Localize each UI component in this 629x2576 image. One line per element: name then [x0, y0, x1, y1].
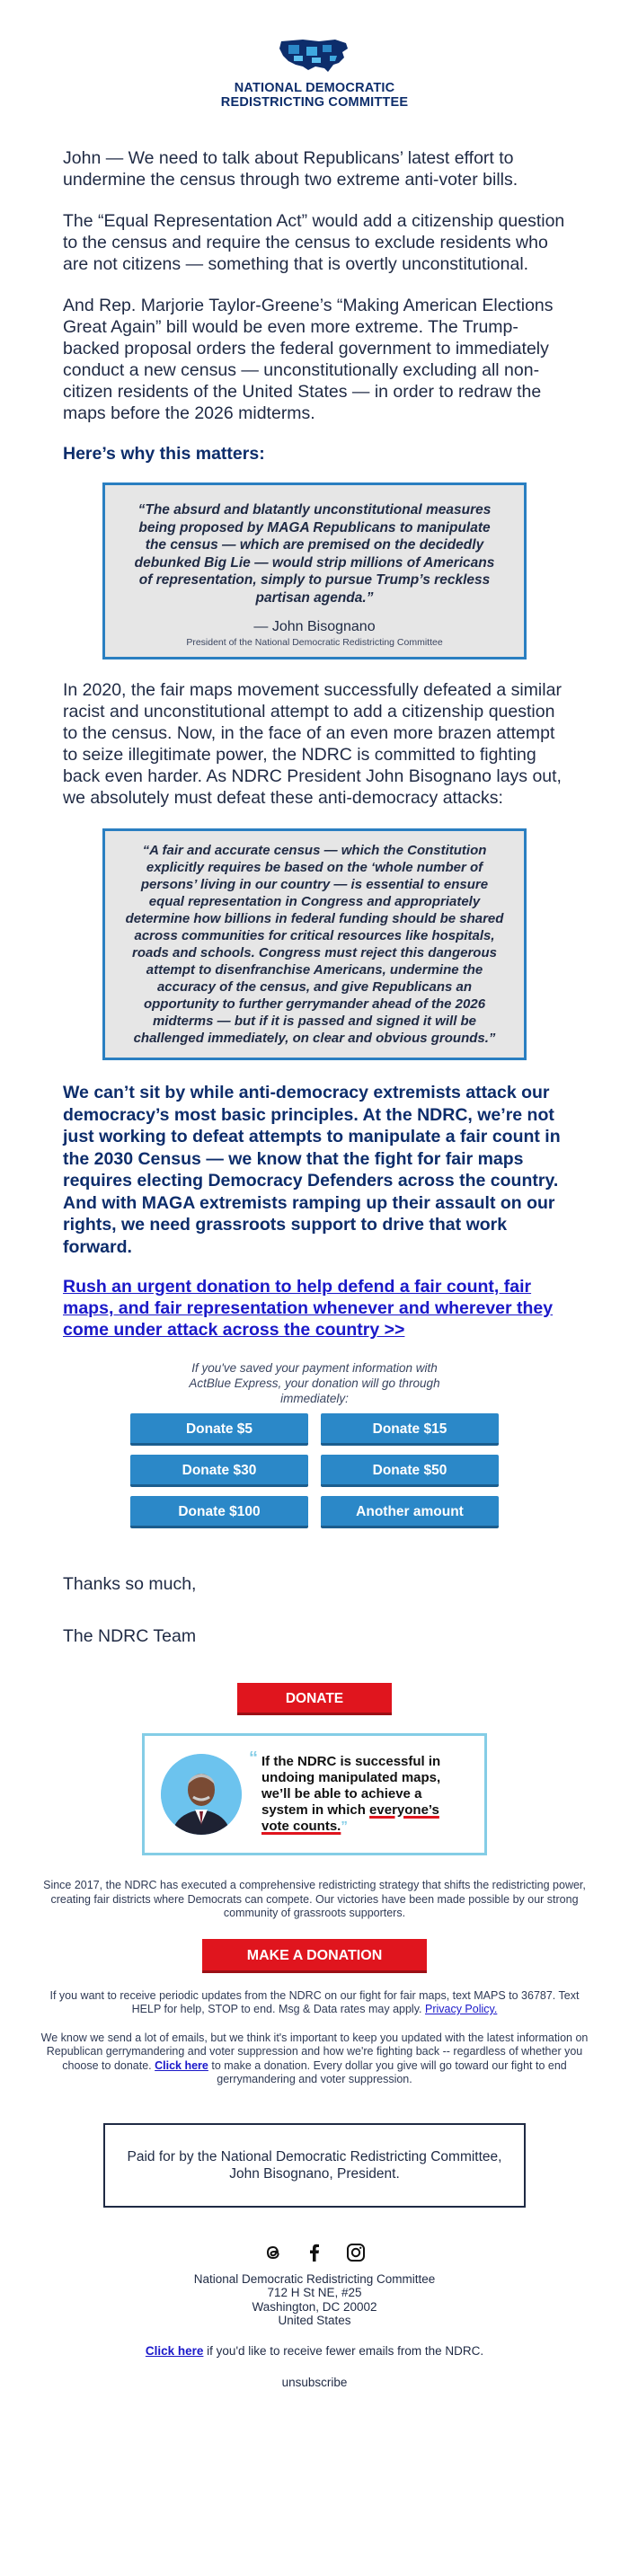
unsubscribe-link[interactable]: unsubscribe: [281, 2375, 348, 2389]
paragraph-mtg-bill: And Rep. Marjorie Taylor-Greene’s “Making American Elections Great Again” bill would be even more extreme. The Trump-backed proposal orders the federal government to immediately conduct a new census — unconstitutionally excluding all non-citizen residents of the United States — in order to redraw the maps before the 2026 midterms.: [63, 296, 554, 423]
paragraph-intro: John — We need to talk about Republicans’ latest effort to undermine the census through two extreme anti-voter bills.: [63, 148, 518, 190]
donate-30-button[interactable]: Donate $30: [130, 1455, 308, 1487]
pullquote-bisognano: [102, 482, 527, 659]
privacy-policy-link[interactable]: Privacy Policy.: [424, 2003, 498, 2015]
signoff-team: The NDRC Team: [63, 1626, 197, 1646]
us-map-logo-icon: [276, 36, 353, 75]
donate-other-button[interactable]: Another amount: [321, 1496, 499, 1528]
fewer-emails-link[interactable]: Click here: [145, 2343, 204, 2358]
address-org: National Democratic Redistricting Committee: [193, 2271, 436, 2286]
pullquote-title: President of the National Democratic Redistricting Committee: [186, 637, 443, 648]
sms-text: If you want to receive periodic updates from the NDRC on our fight for fair maps, text MAPS to 36787. Text HELP for help, STOP to end. Msg & Data rates may apply.: [49, 1988, 580, 2015]
make-donation-button[interactable]: MAKE A DONATION: [202, 1939, 427, 1973]
paragraph-2020: In 2020, the fair maps movement successfully defeated a similar racist and unconstitutional attempt to add a citizenship question to the census. Now, in the face of an even more brazen attempt to seize illegitimate power, the NDRC is committed to fighting back even harder. As NDRC President John Bisognano lays out, we absolutely must defeat these anti-democracy attacks:: [63, 680, 562, 808]
address-city: Washington, DC 20002: [252, 2299, 377, 2314]
facebook-icon[interactable]: [304, 2242, 325, 2263]
since-2017-text: Since 2017, the NDRC has executed a comprehensive redistricting strategy that shifts the redistricting power, creating fair districts where Democrats can compete. Our victories have been made possible by our strong community of grassroots supporters.: [43, 1879, 586, 1919]
actblue-note: If you've saved your payment information with ActBlue Express, your donation will go through immediately:: [189, 1361, 440, 1405]
donate-button[interactable]: DONATE: [237, 1683, 392, 1715]
email-note-text-a: We know we send a lot of emails, but we think it's important to keep you updated with the latest information on Republican gerrymandering and voter suppression and how we're fighting back -- regardless of whether you choose to donate.: [40, 2031, 589, 2072]
pullquote-census: [102, 828, 527, 1060]
quote-card: [142, 1733, 487, 1855]
email-note-text-b: to make a donation. Every dollar you give will go toward our fight to end gerrymandering and voter suppression.: [208, 2058, 567, 2085]
paid-for-box: Paid for by the National Democratic Redistricting Committee, John Bisognano, President.: [103, 2123, 526, 2208]
signoff-thanks: Thanks so much,: [63, 1574, 197, 1594]
speaker-portrait-illustration: [161, 1754, 242, 1835]
org-name-line2: REDISTRICTING COMMITTEE: [220, 95, 409, 110]
bold-appeal: We can’t sit by while anti-democracy extremists attack our democracy’s most basic principles. At the NDRC, we’re not just working to defeat attempts to manipulate a fair count in the 2030 Census — we know that the fight for fair maps requires electing Democracy Defenders across the country. And with MAGA extremists ramping up their assault on our rights, we need grassroots support to drive that work forward.: [63, 1083, 561, 1257]
mailing-address: [0, 2272, 629, 2328]
social-icons: [0, 2242, 629, 2263]
ndrc-logo[interactable]: [0, 0, 629, 110]
section-heading: Here’s why this matters:: [63, 444, 265, 464]
org-name: [0, 81, 629, 110]
donation-grid: [0, 1413, 629, 1528]
donate-100-button[interactable]: Donate $100: [130, 1496, 308, 1528]
pullquote-text: “The absurd and blatantly unconstitutional measures being proposed by MAGA Republicans to manipulate the census — which are premised on the decidedly debunked Big Lie — would strip millions of Americans of representation, simply to pursue Trump’s reckless partisan agenda.”: [134, 502, 495, 606]
click-here-donate-link[interactable]: Click here: [155, 2058, 208, 2072]
address-country: United States: [278, 2314, 351, 2327]
pullquote-attribution: — John Bisognano: [253, 619, 376, 634]
close-quote-mark: ”: [341, 1819, 348, 1834]
donate-5-button[interactable]: Donate $5: [130, 1413, 308, 1446]
org-name-line1: NATIONAL DEMOCRATIC: [234, 81, 395, 95]
instagram-icon[interactable]: [345, 2242, 367, 2263]
pullquote-census-text: “A fair and accurate census — which the Constitution explicitly requires be based on the ‘whole number of persons’ living in our country — is essential to ensure equal representation in Congress and appropriately determine how billions in federal funding should be shared across communities for critical resources like hospitals, roads and schools. Congress must reject this dangerous attempt to disenfranchise Americans, undermine the accuracy of the census, and give Republicans an opportunity to further gerrymander ahead of the 2026 midterms — but if it is passed and signed it will be challenged immediately, on clear and obvious grounds.”: [125, 843, 504, 1046]
fewer-emails-text: if you'd like to receive fewer emails from the NDRC.: [203, 2343, 484, 2358]
card-quote-text: If the NDRC is successful in undoing manipulated maps, we’ll be able to achieve a system in which: [261, 1754, 441, 1818]
sms-disclaimer: [0, 1989, 629, 2017]
open-quote-mark: “: [249, 1748, 258, 1768]
donate-15-button[interactable]: Donate $15: [321, 1413, 499, 1446]
email-frequency-note: [0, 2032, 629, 2087]
card-quote: [249, 1748, 468, 1835]
paragraph-equal-rep-act: The “Equal Representation Act” would add a citizenship question to the census and require the census to exclude residents who are not citizens — something that is overtly unconstitutional.: [63, 211, 565, 274]
card-quote-emphasis: everyone’s vote counts.: [261, 1802, 439, 1834]
address-street: 712 H St NE, #25: [267, 2286, 362, 2299]
email-body: [0, 147, 629, 1406]
fewer-emails: [0, 2344, 629, 2358]
donation-link[interactable]: Rush an urgent donation to help defend a fair count, fair maps, and fair representation whenever and wherever they come under attack across the country >>: [63, 1277, 554, 1340]
threads-icon[interactable]: [262, 2242, 284, 2263]
donate-50-button[interactable]: Donate $50: [321, 1455, 499, 1487]
speaker-portrait: [161, 1754, 242, 1835]
signoff: [0, 1573, 629, 1647]
